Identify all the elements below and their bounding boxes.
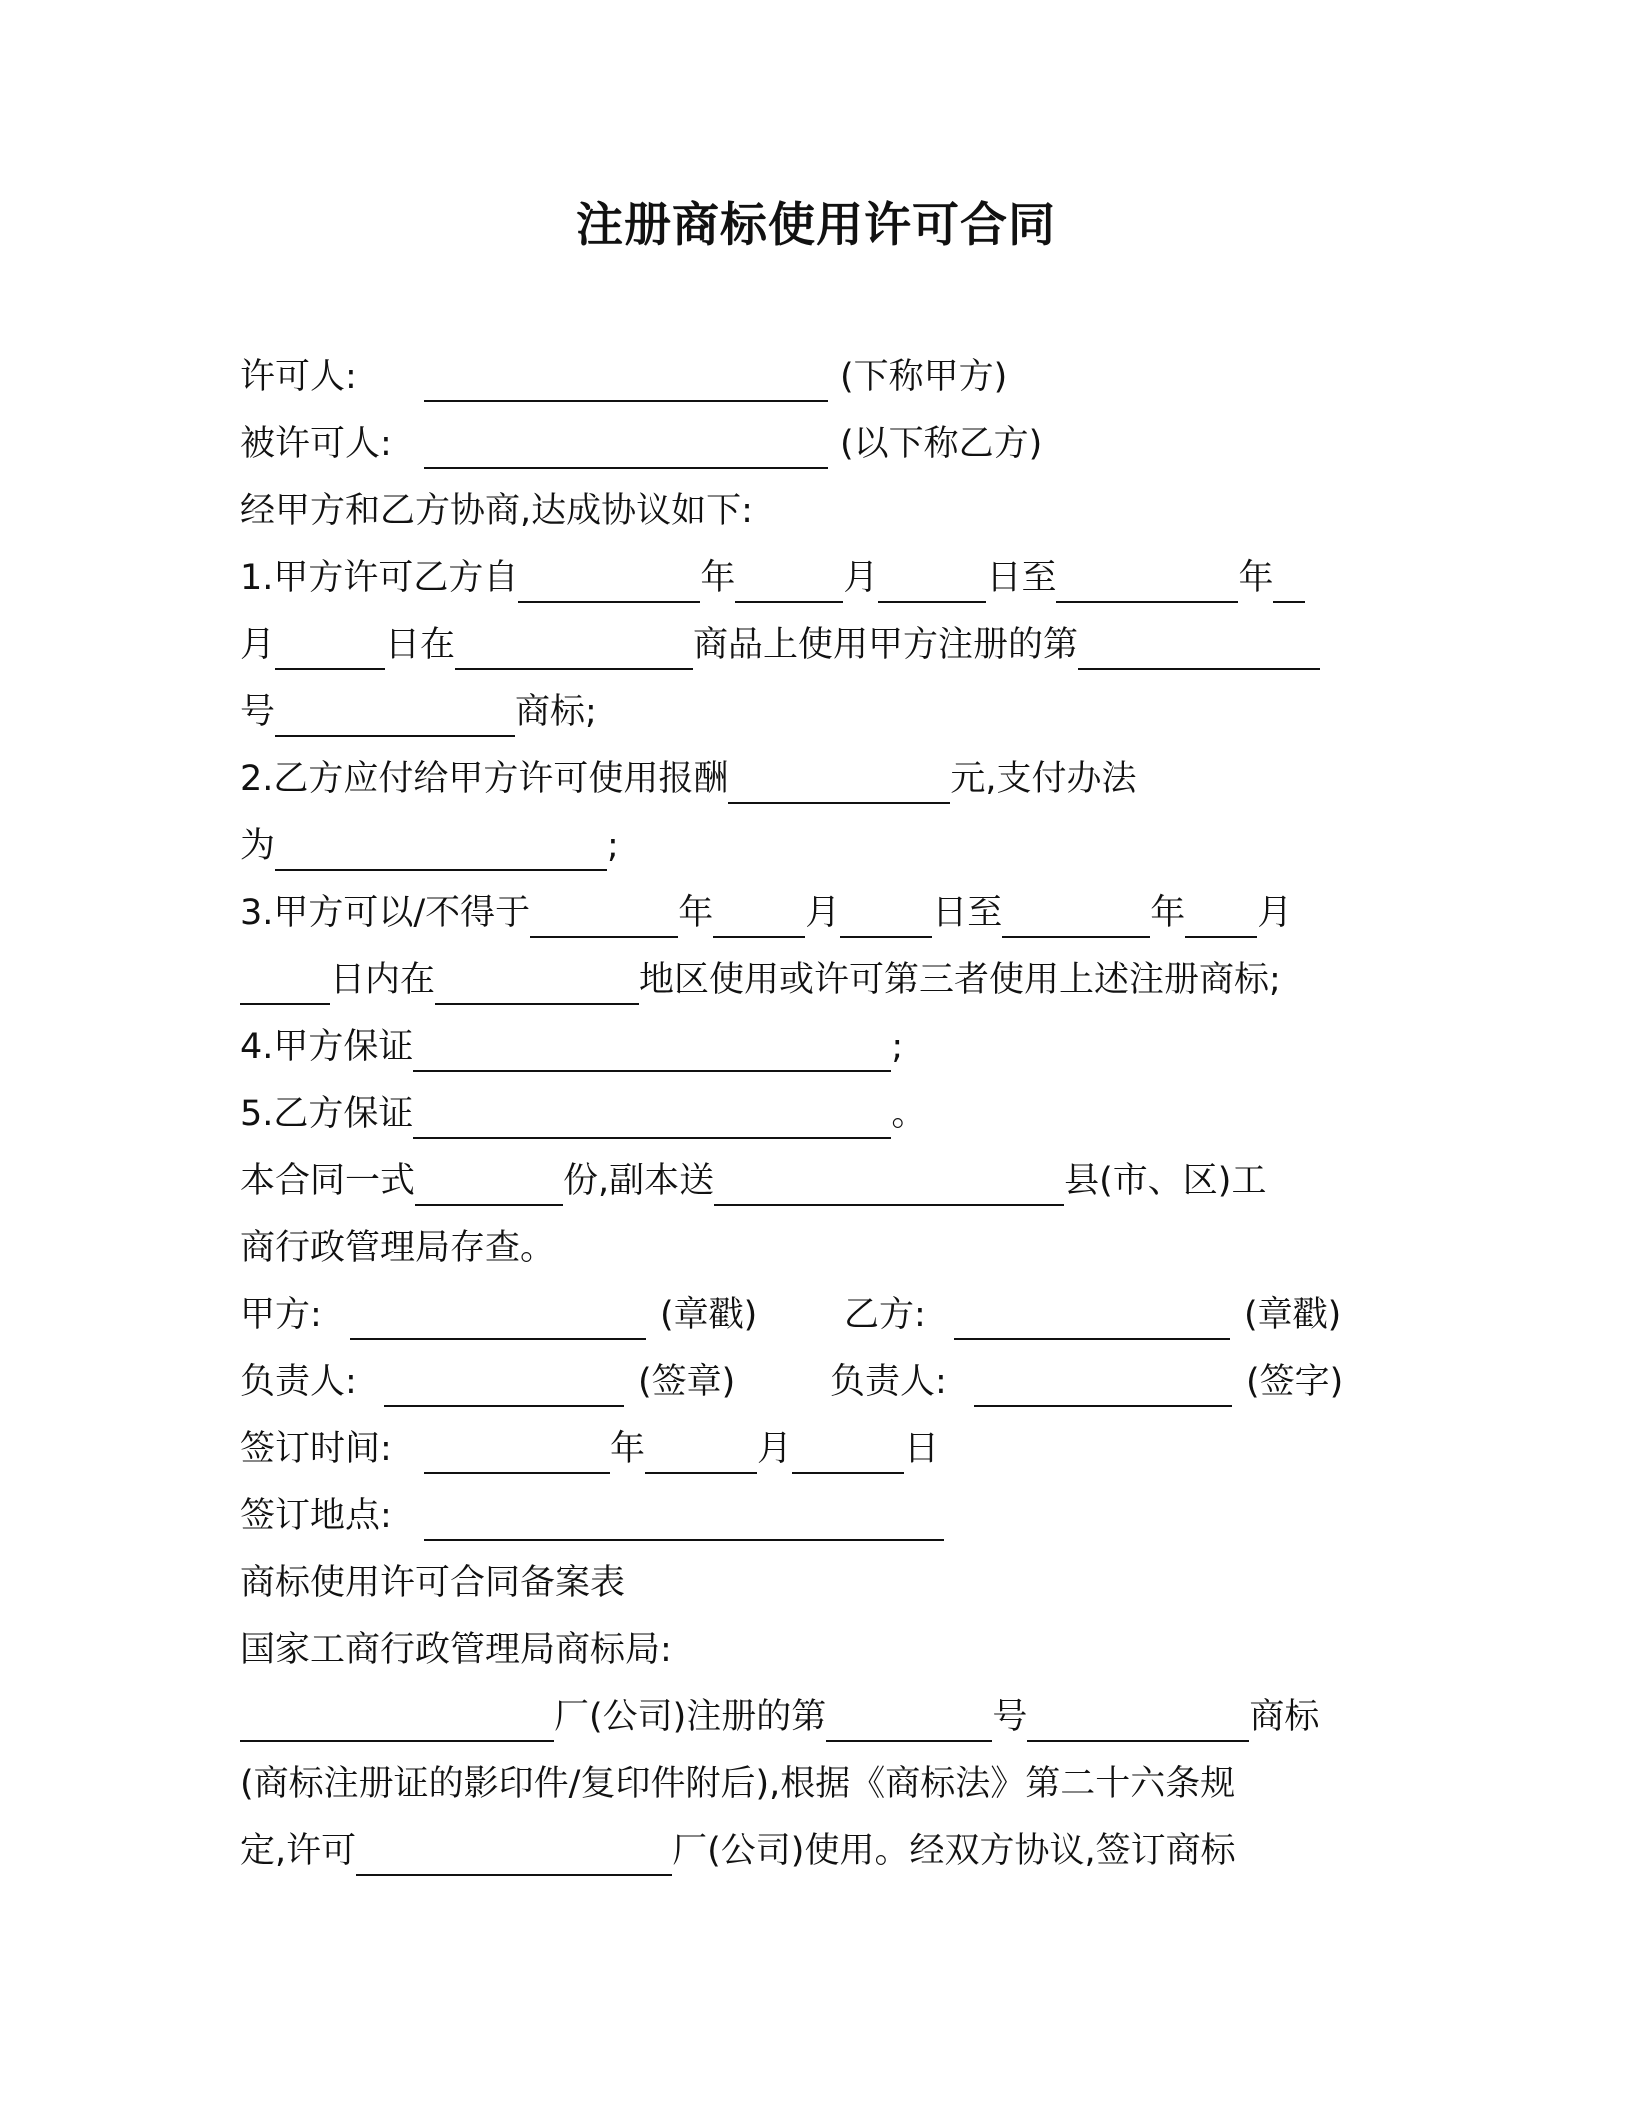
clause1-end-year-field[interactable] [1056,557,1238,603]
clause3-region-field[interactable] [435,959,639,1005]
sign-place-line [240,1483,1400,1549]
licensor-field[interactable] [424,356,828,402]
sign-date-label: 签订时间: [240,1429,392,1469]
party-a-seal: (章戳) [660,1295,758,1335]
clause1-year-label-2: 年 [1238,558,1274,598]
intro-text: 经甲方和乙方协商,达成协议如下: [240,491,753,531]
clause1-mark-end: 商标; [515,692,597,732]
party-line [240,1282,1400,1348]
clause1-month-label: 月 [843,558,879,598]
sign-month-label: 月 [757,1429,793,1469]
page-title: 注册商标使用许可合同 [576,198,1056,253]
clause1-prefix: 1.甲方许可乙方自 [240,558,519,598]
clause3-region-text: 地区使用或许可第三者使用上述注册商标; [639,960,1281,1000]
party-a-field[interactable] [350,1294,646,1340]
clause1-goods-text: 商品上使用甲方注册的第 [693,625,1079,665]
filing-certificate: (商标注册证的影印件/复印件附后),根据《商标法》第二十六条规 [240,1764,1236,1804]
licensor-note: (下称甲方) [840,357,1008,397]
filing-permit-suffix: 厂(公司)使用。经双方协议,签订商标 [672,1831,1236,1871]
party-b-field[interactable] [954,1294,1230,1340]
copies-line1 [240,1148,1400,1214]
clause1-goods-field[interactable] [455,624,693,670]
filing-mark-label: 商标 [1249,1697,1320,1737]
filing-permit-field[interactable] [356,1830,672,1876]
copies-bureau: 商行政管理局存查。 [240,1228,556,1268]
filing-heading: 商标使用许可合同备案表 [240,1563,626,1603]
clause4-line [240,1014,1400,1080]
head-line [240,1349,1400,1415]
clause2-amount-field[interactable] [728,758,950,804]
clause3-line2 [240,947,1400,1013]
clause3-month-label-2: 月 [1257,893,1293,933]
clause2-unit-payment: 元,支付办法 [950,759,1137,799]
clause1-line3 [240,679,1400,745]
licensor-label: 许可人: [240,357,357,397]
filing-line2 [240,1751,1400,1817]
filing-addressee: 国家工商行政管理局商标局: [240,1630,672,1670]
clause3-start-month-field[interactable] [713,892,805,938]
filing-reg-number-field[interactable] [826,1696,992,1742]
clause5-guarantee-field[interactable] [413,1093,891,1139]
licensee-note: (以下称乙方) [840,424,1043,464]
head-b-sign: (签字) [1246,1362,1344,1402]
filing-addressee-line [240,1617,1400,1683]
clause1-line1 [240,545,1400,611]
party-a-label: 甲方: [240,1295,322,1335]
head-a-sign: (签章) [638,1362,736,1402]
clause1-end-month-field-start[interactable] [1273,557,1305,603]
clause1-start-day-field[interactable] [878,557,986,603]
clause3-year-label-2: 年 [1150,893,1186,933]
clause3-end-year-field[interactable] [1002,892,1150,938]
head-a-field[interactable] [384,1361,624,1407]
sign-month-field[interactable] [645,1428,757,1474]
filing-heading-line [240,1550,1400,1616]
filing-line3 [240,1818,1400,1884]
clause3-month-label: 月 [805,893,841,933]
clause2-as-label: 为 [240,826,276,866]
copies-line2 [240,1215,1400,1281]
clause1-reg-number-field[interactable] [1078,624,1320,670]
party-b-seal: (章戳) [1244,1295,1342,1335]
sign-day-field[interactable] [792,1428,904,1474]
head-b-field[interactable] [974,1361,1232,1407]
clause3-start-year-field[interactable] [530,892,678,938]
clause1-month-label-2: 月 [240,625,276,665]
clause5-end: 。 [891,1094,927,1134]
clause1-start-year-field[interactable] [518,557,700,603]
sign-date-line [240,1416,1400,1482]
licensor-line [240,344,1400,410]
clause1-year-label: 年 [700,558,736,598]
clause1-number-label: 号 [240,692,276,732]
clause2-method-field[interactable] [275,825,607,871]
clause3-prefix: 3.甲方可以/不得于 [240,893,531,933]
clause3-end-month-field[interactable] [1185,892,1257,938]
sign-place-label: 签订地点: [240,1496,392,1536]
licensee-line [240,411,1400,477]
clause3-end-day-field[interactable] [240,959,330,1005]
copies-send-label: 份,副本送 [563,1161,715,1201]
clause4-end: ; [891,1027,904,1067]
clause1-day-at-label: 日在 [385,625,456,665]
filing-factory-reg: 厂(公司)注册的第 [554,1697,827,1737]
filing-factory-field[interactable] [240,1696,554,1742]
head-b-label: 负责人: [830,1362,947,1402]
sign-day-label: 日 [904,1429,940,1469]
clause3-day-within-label: 日内在 [330,960,436,1000]
clause3-start-day-field[interactable] [840,892,932,938]
copies-count-field[interactable] [415,1160,563,1206]
party-b-label: 乙方: [844,1295,926,1335]
clause1-day-to-label: 日至 [986,558,1057,598]
filing-permit-prefix: 定,许可 [240,1831,357,1871]
copies-county-field[interactable] [714,1160,1064,1206]
clause4-guarantee-field[interactable] [413,1026,891,1072]
sign-year-field[interactable] [424,1428,610,1474]
clause1-mark-field[interactable] [275,691,515,737]
clause2-line2 [240,813,1400,879]
filing-mark-field[interactable] [1027,1696,1249,1742]
filing-number-label: 号 [992,1697,1028,1737]
copies-county-label: 县(市、区)工 [1064,1161,1267,1201]
sign-year-label: 年 [610,1429,646,1469]
head-a-label: 负责人: [240,1362,357,1402]
clause3-day-to-label: 日至 [932,893,1003,933]
clause3-year-label: 年 [678,893,714,933]
licensee-label: 被许可人: [240,424,392,464]
clause5-line [240,1081,1400,1147]
filing-line1 [240,1684,1400,1750]
clause3-line1 [240,880,1400,946]
copies-prefix: 本合同一式 [240,1161,416,1201]
clause5-prefix: 5.乙方保证 [240,1094,414,1134]
licensee-field[interactable] [424,423,828,469]
clause4-prefix: 4.甲方保证 [240,1027,414,1067]
clause2-end: ; [607,826,619,866]
intro-line [240,478,1400,544]
sign-place-field[interactable] [424,1495,944,1541]
clause2-prefix: 2.乙方应付给甲方许可使用报酬 [240,759,729,799]
clause1-line2 [240,612,1400,678]
clause2-line1 [240,746,1400,812]
clause1-end-day-field[interactable] [275,624,385,670]
clause1-start-month-field[interactable] [735,557,843,603]
